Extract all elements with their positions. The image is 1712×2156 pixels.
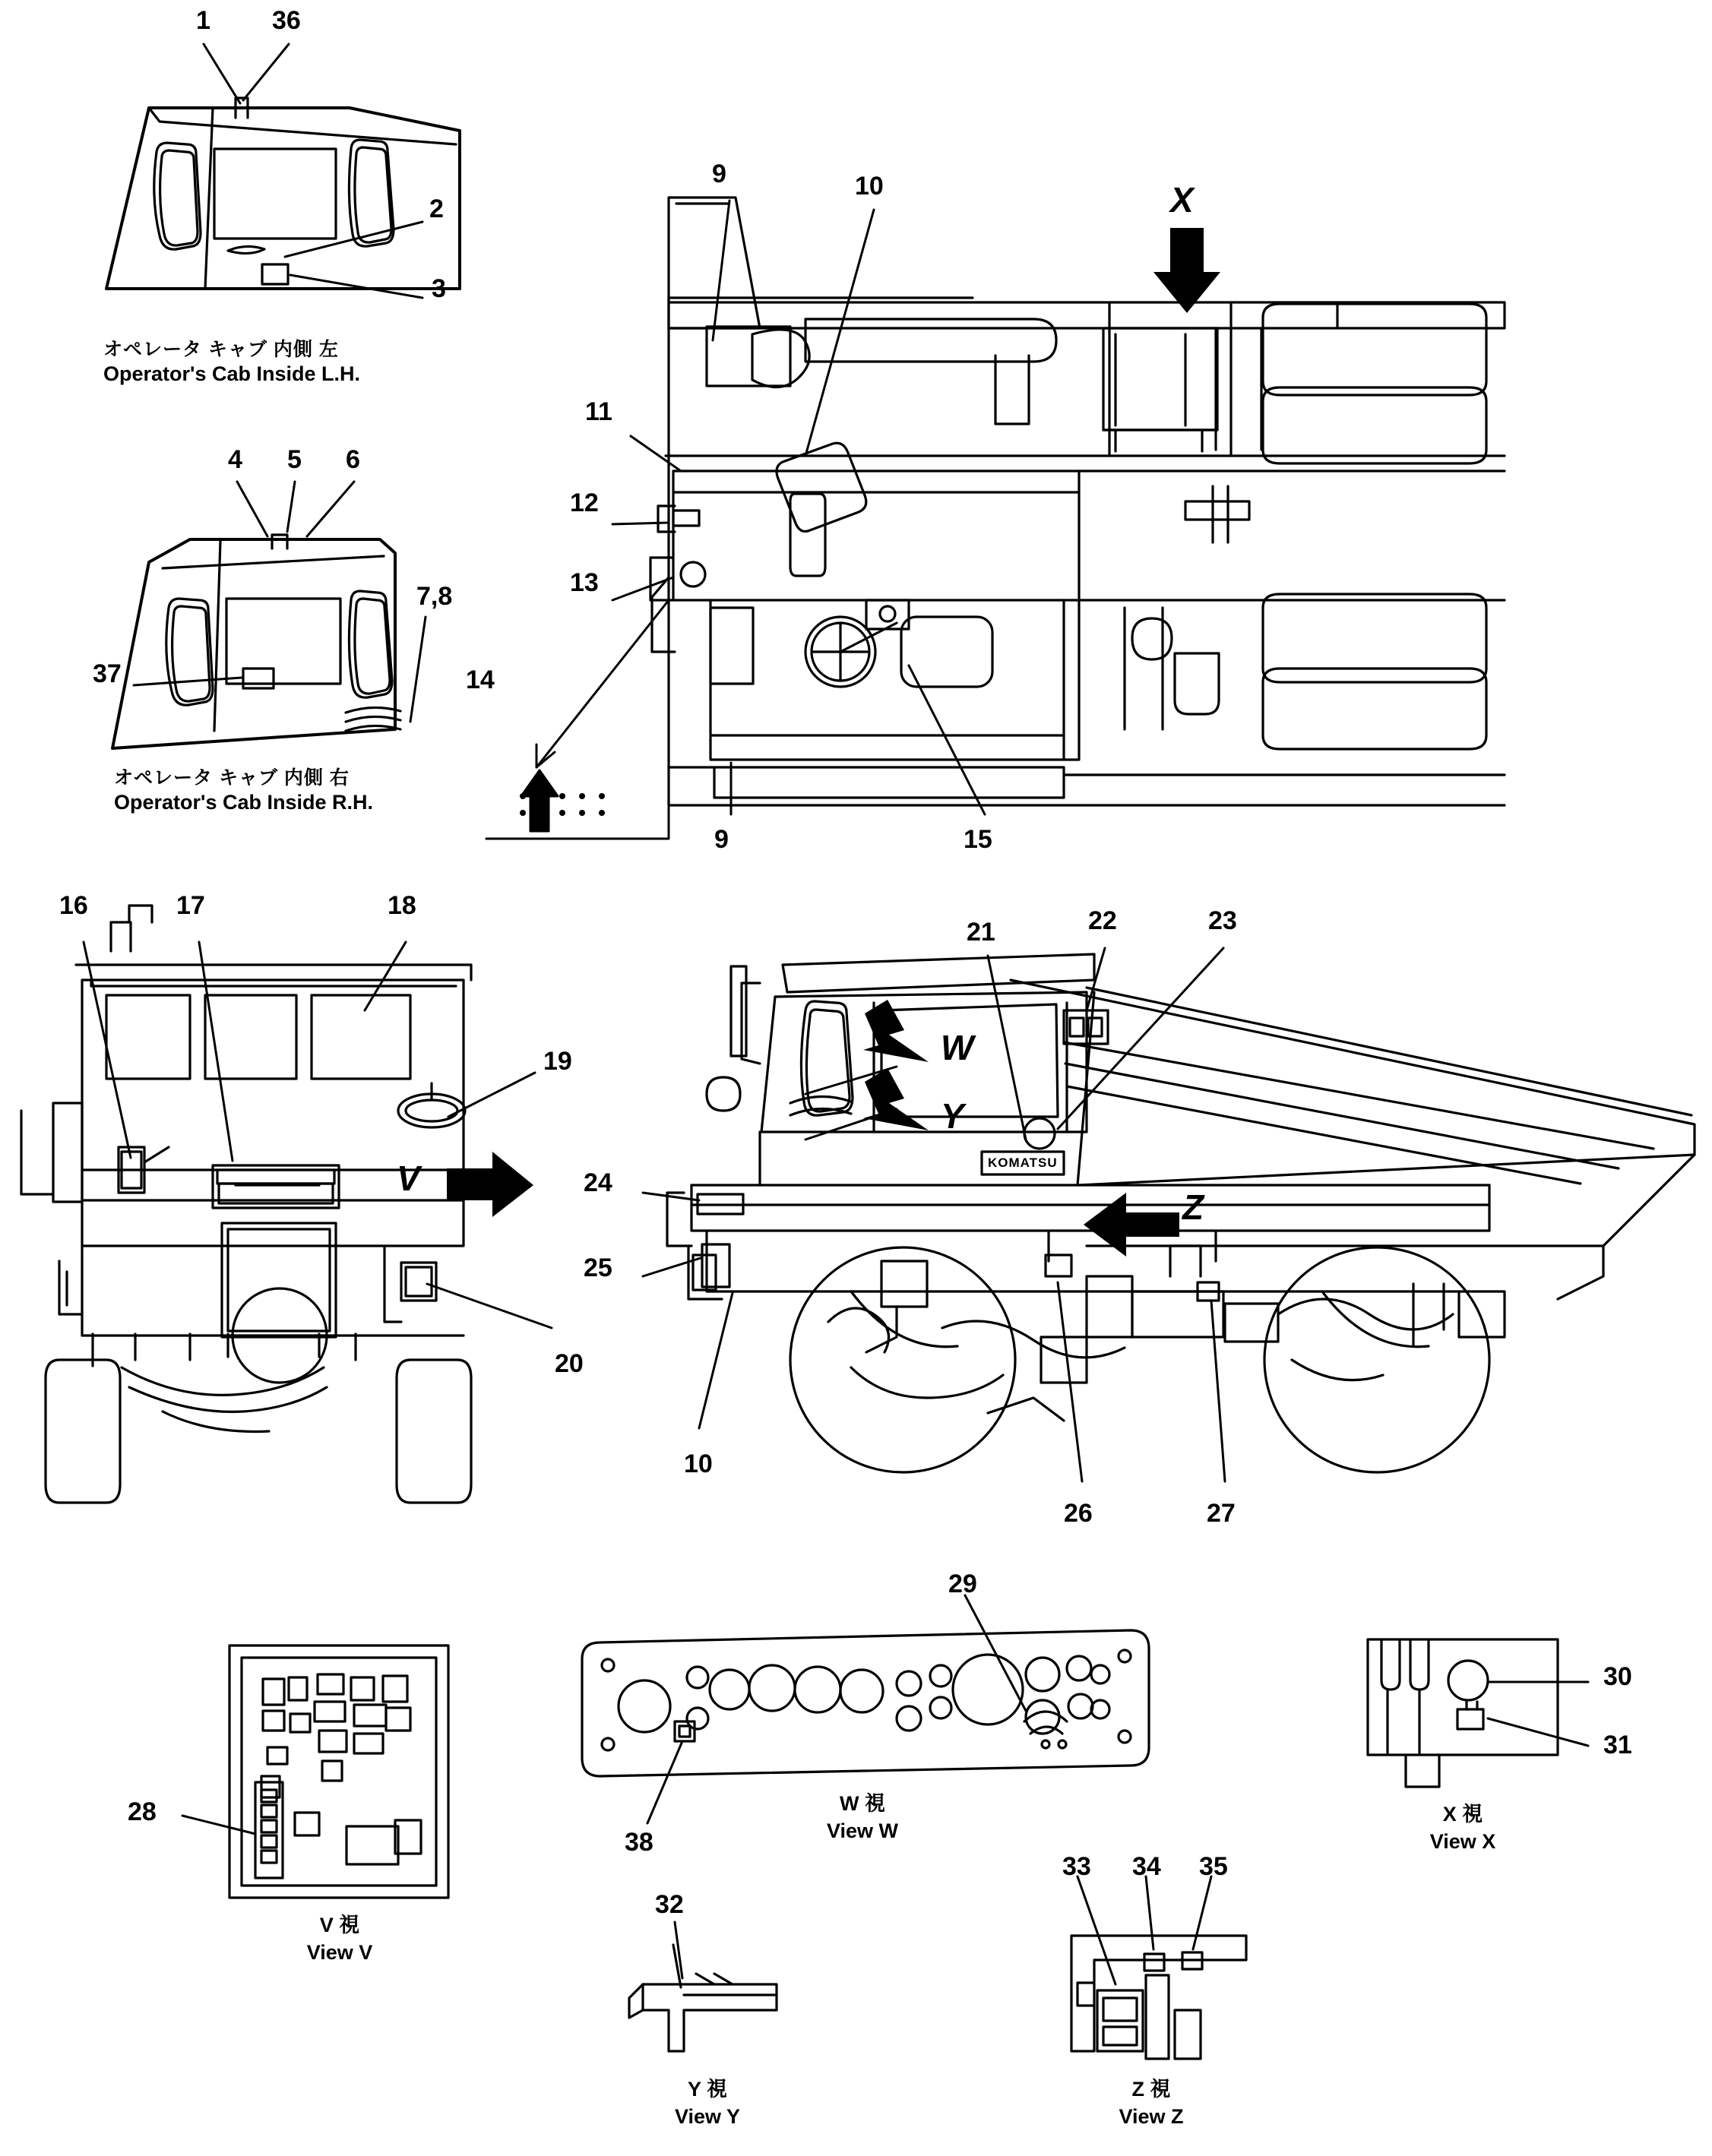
callout-17: 17 <box>176 891 205 920</box>
caption-view-x-jp: X 視 <box>1442 1803 1483 1826</box>
caption-view-v <box>229 1911 450 1967</box>
callout-4: 4 <box>228 445 242 474</box>
callout-26: 26 <box>1064 1499 1093 1528</box>
callout-24: 24 <box>584 1168 612 1197</box>
view-letter-v: V <box>397 1159 420 1198</box>
callout-33: 33 <box>1062 1852 1091 1881</box>
callout-3: 3 <box>432 274 446 303</box>
nameplate-komatsu: KOMATSU <box>988 1155 1058 1170</box>
callout-7-8: 7,8 <box>416 582 453 611</box>
caption-view-z <box>1049 2075 1254 2131</box>
callout-22: 22 <box>1088 906 1117 935</box>
callout-9-top: 9 <box>712 160 726 188</box>
callout-37: 37 <box>93 659 122 688</box>
caption-view-z-en: View Z <box>1119 2105 1184 2129</box>
callout-36: 36 <box>272 6 301 35</box>
arrow-symbol-14 <box>486 600 669 839</box>
callout-10-side: 10 <box>684 1449 713 1478</box>
callout-5: 5 <box>287 445 302 474</box>
callout-28: 28 <box>128 1797 157 1826</box>
figure-cab-inside-rh <box>112 535 400 748</box>
callout-6: 6 <box>346 445 360 474</box>
callout-23: 23 <box>1208 906 1237 935</box>
figure-plan-view-top <box>650 198 1505 805</box>
figure-view-v <box>229 1645 448 1898</box>
callout-2: 2 <box>429 194 444 223</box>
callout-38: 38 <box>625 1828 653 1857</box>
figure-view-y <box>629 1945 777 2051</box>
caption-view-v-en: View V <box>306 1941 373 1965</box>
caption-cab-lh <box>103 340 468 384</box>
callout-16: 16 <box>59 891 88 920</box>
callout-27: 27 <box>1207 1499 1236 1528</box>
callout-21: 21 <box>967 918 995 947</box>
callout-19: 19 <box>543 1047 572 1076</box>
figure-front-view <box>21 906 471 1503</box>
callout-32: 32 <box>655 1890 684 1919</box>
view-letter-y: Y <box>941 1096 964 1136</box>
caption-view-y <box>605 2075 810 2131</box>
callout-30: 30 <box>1603 1662 1632 1691</box>
figure-view-w <box>582 1630 1149 1776</box>
view-letter-w: W <box>941 1028 974 1067</box>
caption-cab-lh-en: Operator's Cab Inside L.H. <box>103 362 360 385</box>
callout-29: 29 <box>948 1570 977 1598</box>
caption-view-y-jp: Y 視 <box>687 2078 728 2101</box>
callout-13: 13 <box>570 568 599 597</box>
callout-15: 15 <box>964 825 992 854</box>
figure-view-z <box>1071 1936 1246 2059</box>
callout-9-bottom: 9 <box>714 825 729 854</box>
caption-view-w-jp: W 視 <box>840 1792 885 1815</box>
caption-cab-rh-jp: オペレータ キャブ 内側 右 <box>114 767 350 789</box>
caption-view-z-jp: Z 視 <box>1131 2078 1171 2101</box>
figure-side-view <box>667 954 1695 1472</box>
caption-cab-lh-jp: オペレータ キャブ 内側 左 <box>103 339 339 360</box>
callout-11: 11 <box>585 397 612 426</box>
caption-view-w <box>752 1790 973 1845</box>
callout-20: 20 <box>555 1349 584 1378</box>
callout-14: 14 <box>466 665 495 694</box>
callout-25: 25 <box>584 1253 612 1282</box>
callout-34: 34 <box>1132 1852 1161 1881</box>
view-arrow-x <box>1153 228 1220 313</box>
callout-35: 35 <box>1199 1852 1228 1881</box>
caption-cab-rh-en: Operator's Cab Inside R.H. <box>114 791 373 814</box>
view-arrow-v <box>447 1152 533 1217</box>
view-letter-z: Z <box>1182 1187 1204 1227</box>
caption-view-x <box>1360 1800 1565 1856</box>
caption-view-w-en: View W <box>826 1819 899 1843</box>
caption-view-x-en: View X <box>1429 1830 1496 1854</box>
figure-cab-inside-lh <box>106 98 460 289</box>
callout-12: 12 <box>570 488 599 517</box>
caption-view-v-jp: V 視 <box>319 1914 360 1936</box>
callout-31: 31 <box>1603 1731 1632 1759</box>
callout-18: 18 <box>388 891 416 920</box>
callout-10-top: 10 <box>855 172 884 201</box>
callout-1: 1 <box>196 6 210 35</box>
figure-view-x <box>1368 1639 1558 1787</box>
view-letter-x: X <box>1170 180 1194 220</box>
caption-view-y-en: View Y <box>674 2105 741 2129</box>
caption-cab-rh <box>114 769 494 813</box>
